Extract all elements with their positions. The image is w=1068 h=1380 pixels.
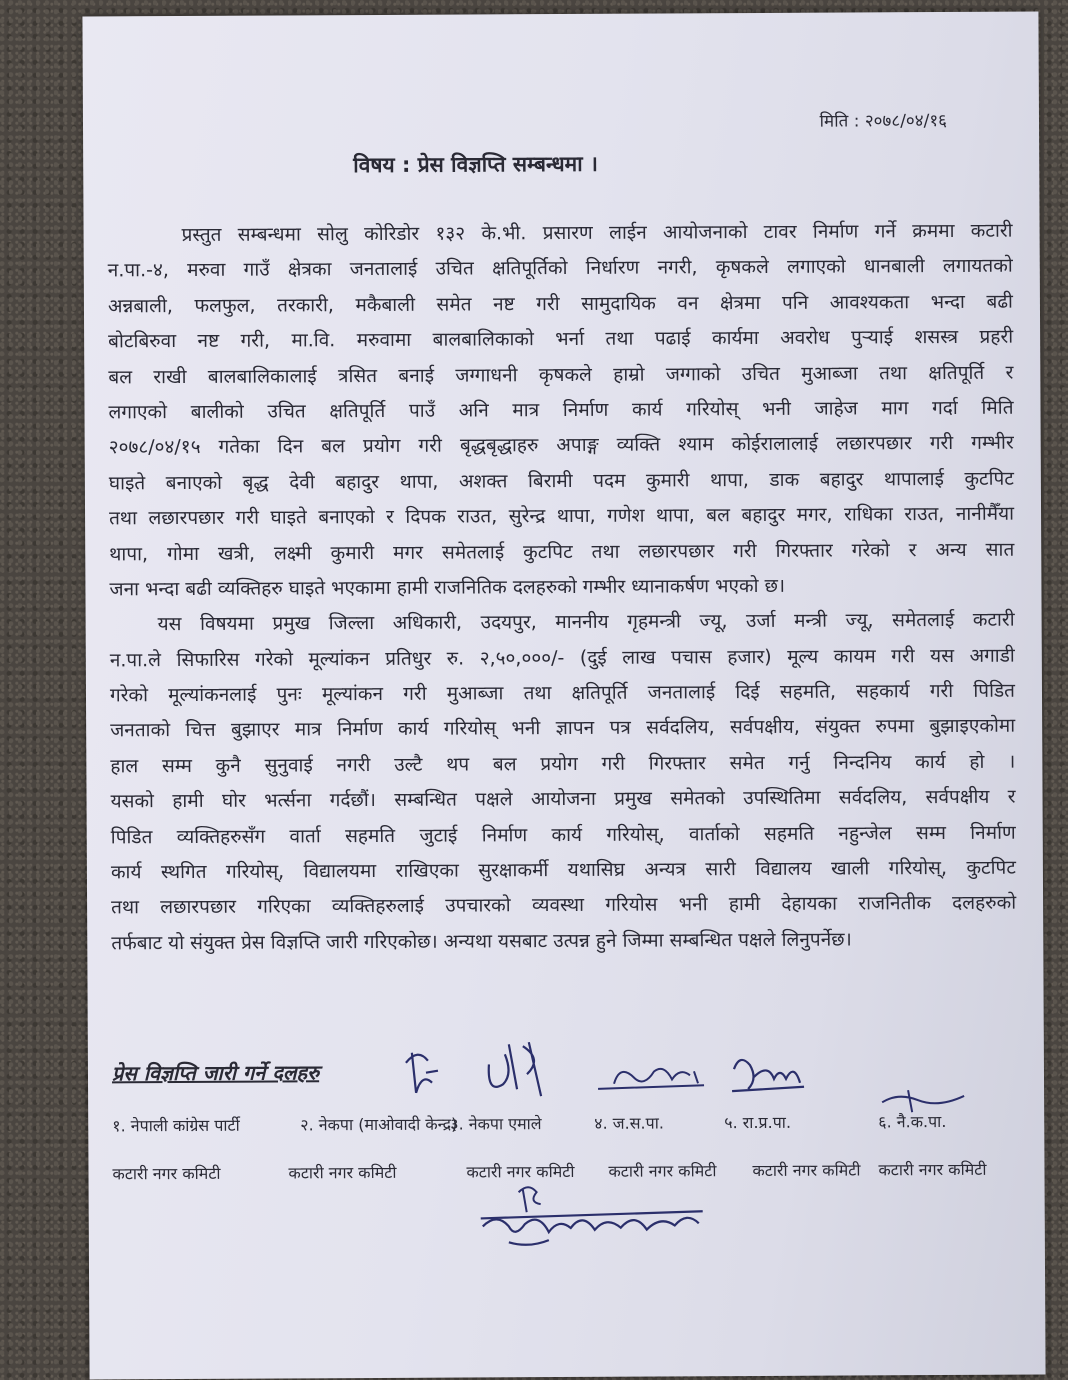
subject-line: विषय : प्रेस विज्ञप्ति सम्बन्धमा । — [353, 151, 598, 178]
paragraph-line: यस विषयमा प्रमुख जिल्ला अधिकारी, उदयपुर, माननीय गृहमन्त्री ज्यू, उर्जा मन्त्री ज्यू, समेतलाई कटारी — [157, 608, 1015, 636]
paragraph-line: हाल सम्म कुनै सुनुवाई नगरी उल्टै थप बल प्रयोग गरी गिरफ्तार समेत गर्नु निन्दनिय कार्य हो । — [110, 750, 1016, 778]
paragraph-line: न.पा.-४, मरुवा गाउँ क्षेत्रका जनतालाई उचित क्षतिपूर्तिको निर्धारण नगरी, कृषकले लगाएको धानबाली लगायतको — [107, 255, 1013, 282]
party-4-name: ४. ज.स.पा. — [594, 1113, 664, 1133]
paragraph-line: कार्य स्थगित गरियोस्, विद्यालयमा राखिएका सुरक्षाकर्मी यथासिघ्र अन्यत्र सारी विद्यालय खाली गरियोस्, कुटपिट — [110, 856, 1016, 884]
handwritten-name-signature — [479, 1181, 709, 1252]
paragraph-line: न.पा.ले सिफारिस गरेको मूल्यांकन प्रतिधुर रु. २,५०,०००/- (दुई लाख पचास हजार) मूल्य कायम गरी यस अगाडी — [109, 644, 1015, 672]
paragraph-line: अन्नबाली, फलफुल, तरकारी, मकैबाली समेत नष्ट गरी सामुदायिक वन क्षेत्रमा पनि आवश्यकता भन्दा बढी — [107, 290, 1014, 318]
paragraph-line: यसको हामी घोर भर्त्सना गर्दछौं। सम्बन्धित पक्षले आयोजना प्रमुख समेतको उपस्थितिमा सर्वदलिय, सर्वपक्षीय र — [110, 785, 1016, 813]
paragraph-line: तर्फबाट यो संयुक्त प्रेस विज्ञप्ति जारी गरिएकोछ। अन्यथा यसबाट उत्पन्न हुने जिम्मा सम्बन्धित पक्षले लिनुपर्नेछ। — [111, 928, 852, 955]
body-text — [107, 214, 1016, 962]
party-5-committee: कटारी नगर कमिटी — [752, 1160, 861, 1181]
parties-title: प्रेस विज्ञप्ति जारी गर्ने दलहरु — [111, 1060, 320, 1086]
paragraph-line: जनताको चित्त बुझाएर मात्र निर्माण कार्य गरियोस् भनी ज्ञापन पत्र सर्वदलिय, सर्वपक्षीय, संयुक्त रुपमा बुझाइएकोमा — [110, 715, 1016, 742]
party-2-committee: कटारी नगर कमिटी — [288, 1162, 397, 1183]
party-6-committee: कटारी नगर कमिटी — [878, 1159, 987, 1180]
party-4-committee: कटारी नगर कमिटी — [608, 1161, 717, 1181]
paragraph-line: थापा, गोमा खत्री, लक्ष्मी कुमारी मगर समेतलाई कुटपिट तथा लछारपछार गरी गिरफ्तार गरेको र अन्य सात — [109, 538, 1015, 565]
paragraph-line: बोटबिरुवा नष्ट गरी, मा.वि. मरुवामा बालबालिकाको भर्ना तथा पढाई कार्यमा अवरोध पुर्‍याई शसस्त्र प्रहरी — [108, 325, 1014, 353]
party-3-name: ३. नेकपा एमाले — [450, 1114, 542, 1134]
party-3-committee: कटारी नगर कमिटी — [466, 1161, 575, 1182]
party-2-name: २. नेकपा (माओवादी केन्द्र) — [300, 1114, 458, 1135]
document-date: मिति : २०७८/०४/१६ — [819, 110, 948, 132]
signature-4 — [728, 1049, 808, 1099]
paragraph-line: घाइते बनाएको बृद्ध देवी बहादुर थापा, अशक्त बिरामी पदम कुमारी थापा, डाक बहादुर थापालाई कुटपिट — [108, 467, 1014, 495]
party-1-committee: कटारी नगर कमिटी — [112, 1163, 221, 1184]
signature-1 — [398, 1043, 448, 1103]
paragraph-line: २०७८/०४/१५ गतेका दिन बल प्रयोग गरी बृद्धबृद्धाहरु अपाङ्ग व्यक्ति श्याम कोईरालालाई लछारपछार गरी गम्भीर — [108, 431, 1014, 459]
paragraph-line: लगाएको बालीको उचित क्षतिपूर्ति पाउँ अनि मात्र निर्माण कार्य गरियोस् भनी जाहेज माग गर्दा मिति — [108, 396, 1014, 424]
paragraph-line: गरेको मूल्यांकनलाई पुनः मूल्यांकन गरी मुआब्जा तथा क्षतिपूर्ति जनतालाई दिई सहमति, सहकार्य गरी पिडित — [109, 679, 1016, 707]
party-5-name: ५. रा.प्र.पा. — [724, 1112, 792, 1133]
paragraph-line: पिडित व्यक्तिहरुसँग वार्ता सहमति जुटाई निर्माण कार्य गरियोस्, वार्ताको सहमति नहुन्जेल सम्म निर्माण — [110, 821, 1016, 849]
press-release-paper — [82, 12, 1045, 1380]
signature-3 — [594, 1053, 714, 1104]
paragraph-line: तथा लछारपछार गरी घाइते बनाएको र दिपक राउत, सुरेन्द्र थापा, गणेश थापा, बल बहादुर मगर, राधिका राउत, नानीमैँया — [109, 502, 1015, 530]
party-1-name: १. नेपाली कांग्रेस पार्टी — [112, 1115, 240, 1136]
paragraph-line: तथा लछारपछार गरिएका व्यक्तिहरुलाई उपचारको व्यवस्था गरियोस भनी हामी देहायका राजनितीक दलहरुको — [111, 892, 1017, 919]
signature-2 — [483, 1034, 553, 1104]
party-6-name: ६. नै.क.पा. — [878, 1112, 947, 1132]
paragraph-line: जना भन्दा बढी व्यक्तिहरु घाइते भएकामा हामी राजनितिक दलहरुको गम्भीर ध्यानाकर्षण भएको छ। — [109, 574, 786, 601]
paragraph-line: प्रस्तुत सम्बन्धमा सोलु कोरिडोर १३२ के.भी. प्रसारण लाईन आयोजनाको टावर निर्माण गर्ने क्रममा कटारी — [181, 219, 1013, 246]
paragraph-line: बल राखी बालबालिकालाई त्रसित बनाई जग्गाधनी कृषकले हाम्रो जग्गाको उचित मुआब्जा तथा क्षतिपूर्ति र — [108, 361, 1014, 388]
